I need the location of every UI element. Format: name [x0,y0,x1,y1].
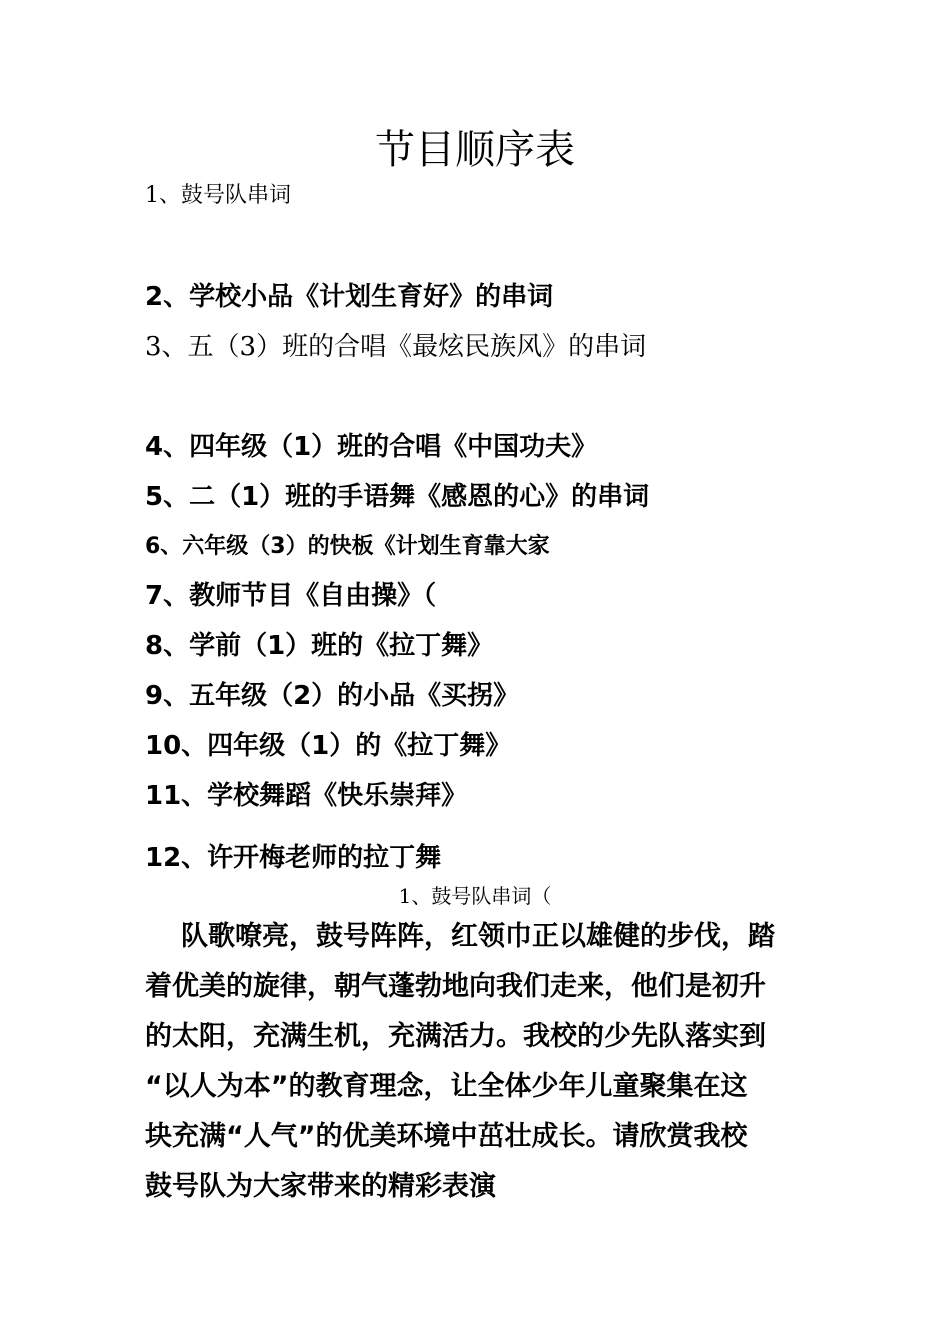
program-item: 3、五（3）班的合唱《最炫民族风》的串词 [145,332,647,362]
section-heading: 1、鼓号队串词（ [398,884,552,908]
program-item: 2、学校小品《计划生育好》的串词 [145,282,554,312]
program-item: 8、学前（1）班的《拉丁舞》 [145,631,494,661]
paragraph-line: 块充满“人气”的优美环境中茁壮成长。请欣赏我校 [145,1121,748,1152]
program-item: 1、鼓号队串词 [145,183,291,208]
program-item: 9、五年级（2）的小品《买拐》 [145,681,520,711]
program-item: 11、学校舞蹈《快乐崇拜》 [145,781,468,811]
program-item: 7、教师节目《自由操》（ [145,581,437,611]
paragraph-line: 的太阳，充满生机，充满活力。我校的少先队落实到 [145,1021,766,1052]
paragraph-line: 鼓号队为大家带来的精彩表演 [145,1171,496,1202]
paragraph-line: “以人为本”的教育理念，让全体少年儿童聚集在这 [145,1071,748,1102]
program-item: 6、六年级（3）的快板《计划生育靠大家 [145,534,550,559]
program-item: 10、四年级（1）的《拉丁舞》 [145,731,512,761]
program-item: 12、许开梅老师的拉丁舞 [145,843,442,873]
program-item: 5、二（1）班的手语舞《感恩的心》的串词 [145,482,650,512]
paragraph-line: 队歌嘹亮，鼓号阵阵，红领巾正以雄健的步伐，踏 [181,921,775,952]
program-item: 4、四年级（1）班的合唱《中国功夫》 [145,432,598,462]
paragraph-line: 着优美的旋律，朝气蓬勃地向我们走来，他们是初升 [145,971,766,1002]
page-title: 节目顺序表 [375,127,575,173]
